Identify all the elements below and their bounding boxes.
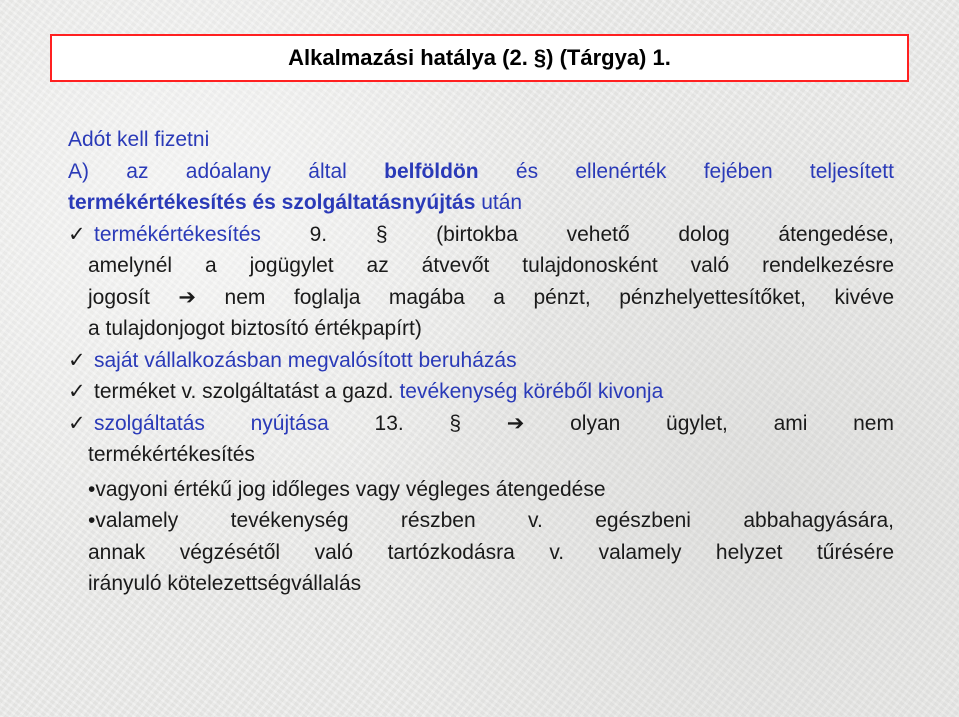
check-icon: ✓: [68, 411, 86, 435]
arrow-right-icon: ➔: [178, 285, 196, 309]
section-a-line-2: [68, 187, 894, 219]
text-line-11-text: termékértékesítés: [88, 443, 255, 466]
section-a-bold: belföldön: [384, 159, 479, 183]
check-icon: ✓: [68, 348, 86, 372]
section-a-line: [68, 156, 894, 188]
bullet-item-2-end: [68, 568, 894, 600]
section-a-text-3: után: [481, 191, 523, 214]
bullet-item-2: [68, 505, 894, 537]
check-item-2: [68, 345, 894, 377]
intro-text: Adót kell fizetni: [68, 128, 210, 151]
arrow-right-icon: ➔: [506, 411, 525, 435]
bullet-item-2-cont: [68, 537, 894, 569]
bullet-item-1-text: •vagyoni értékű jog időleges vagy végleges átengedése: [88, 477, 606, 501]
slide-title: Alkalmazási hatálya (2. §) (Tárgya) 1.: [288, 45, 671, 70]
section-a-text-1: az adóalany által: [126, 159, 347, 183]
check-item-4-label: szolgáltatás nyújtása: [94, 411, 329, 435]
text-line-7: [68, 313, 894, 345]
slide-title-box: [50, 34, 909, 82]
bullet-item-2-end-text: irányuló kötelezettségvállalás: [88, 572, 362, 595]
check-item-1: [68, 219, 894, 251]
check-item-3-text-2: tevékenység köréből kivonja: [399, 380, 664, 403]
text-line-11: [68, 439, 894, 471]
text-line-6-text-1: jogosít: [88, 285, 150, 309]
check-item-4-text: olyan ügylet, ami nem: [570, 411, 894, 435]
check-item-2-label: saját vállalkozásban megvalósított beruházás: [94, 348, 517, 372]
section-a-bold-2: termékértékesítés és szolgáltatásnyújtás: [68, 191, 476, 214]
bullet-item-2-text: •valamely tevékenység részben v. egészbeni abbahagyására,: [88, 509, 894, 532]
section-a-text-2: és ellenérték fejében teljesített: [515, 159, 894, 183]
text-line-6: [68, 282, 894, 314]
bullet-item-2-cont-text: annak végzésétől való tartózkodásra v. valamely helyzet tűrésére: [88, 540, 894, 564]
bullet-item-1: [68, 474, 894, 506]
check-item-1-ref: 9. § (birtokba vehető dolog átengedése,: [309, 222, 894, 246]
text-line-5: [68, 250, 894, 282]
section-a-label: A): [68, 159, 89, 183]
check-item-4: [68, 408, 894, 440]
slide-body: [68, 124, 894, 600]
check-item-3: [68, 376, 894, 408]
check-item-1-label: termékértékesítés: [94, 222, 261, 246]
text-line-6-text-2: nem foglalja magába a pénzt, pénzhelyettesítőket, kivéve: [224, 285, 895, 309]
text-line-5-text: amelynél a jogügylet az átvevőt tulajdonosként való rendelkezésre: [88, 254, 894, 277]
check-icon: ✓: [68, 380, 86, 403]
check-item-3-text-1: terméket v. szolgáltatást a gazd.: [94, 380, 394, 403]
text-line-7-text: a tulajdonjogot biztosító értékpapírt): [88, 317, 422, 340]
intro-line: [68, 124, 894, 156]
check-item-4-ref: 13. §: [374, 411, 462, 435]
check-icon: ✓: [68, 222, 86, 246]
